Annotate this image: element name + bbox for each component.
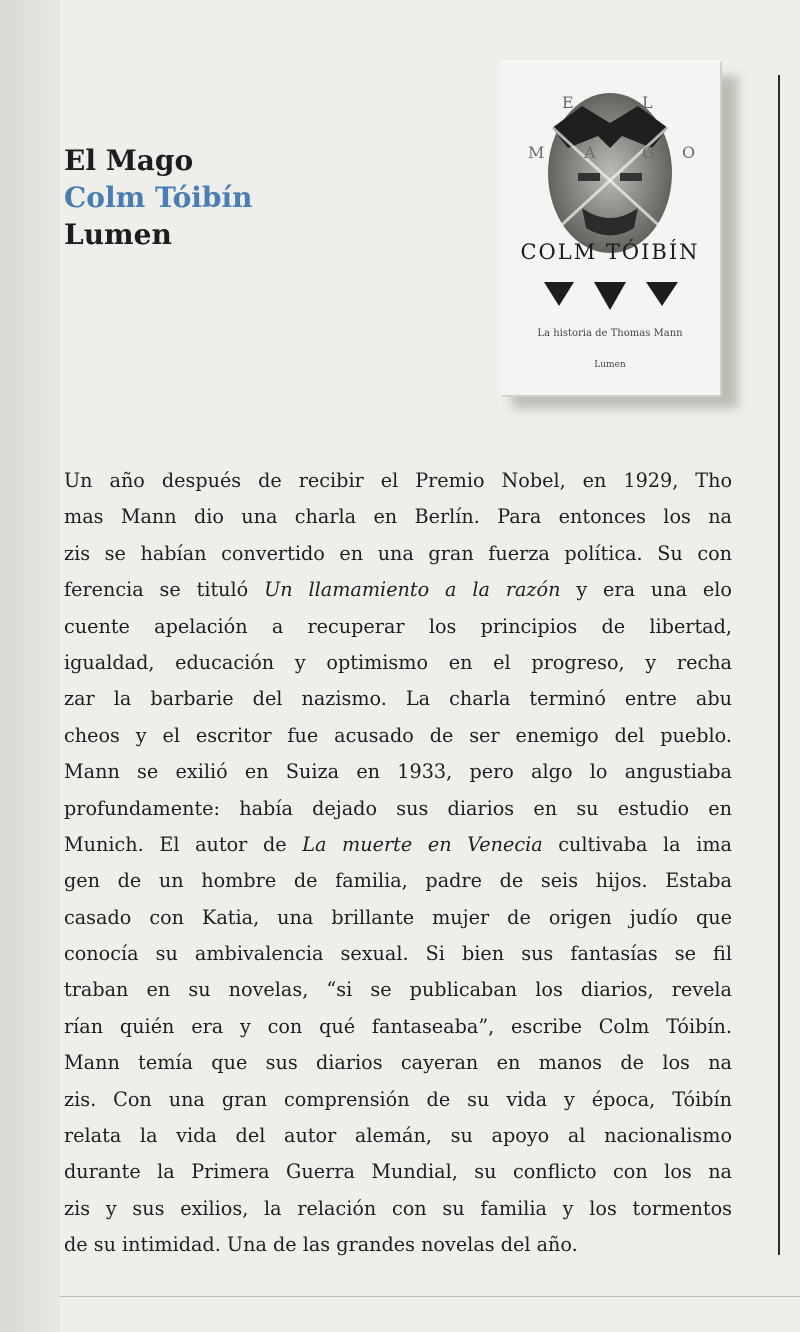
cover-letter-a: A bbox=[584, 143, 596, 162]
paper-edge-shadow bbox=[0, 0, 60, 1332]
review-line bbox=[64, 499, 732, 535]
review-segment: y era una elo bbox=[560, 578, 732, 602]
review-line bbox=[64, 681, 732, 717]
review-segment: profundamente: había dejado sus diarios en su estudio en bbox=[64, 796, 732, 820]
review-segment: zis y sus exilios, la relación con su familia y los tormentos bbox=[64, 1196, 732, 1220]
review-segment: Mann temía que sus diarios cayeran en manos de los na bbox=[64, 1051, 732, 1075]
cover-letter-e: E bbox=[562, 93, 574, 112]
cover-decoration bbox=[522, 280, 698, 320]
review-segment: zis se habían convertido en una gran fuerza política. Su con bbox=[64, 541, 732, 565]
review-segment: zis. Con una gran comprensión de su vida y época, Tóibín bbox=[64, 1087, 732, 1111]
review-line bbox=[64, 900, 732, 936]
book-cover-image bbox=[500, 60, 720, 395]
review-segment: de su intimidad. Una de las grandes novelas del año. bbox=[64, 1233, 578, 1257]
review-segment: relata la vida del autor alemán, su apoyo al nacionalismo bbox=[64, 1124, 732, 1148]
review-segment: cultivaba la ima bbox=[542, 832, 732, 856]
cover-letter-l: L bbox=[642, 93, 653, 112]
review-segment: durante la Primera Guerra Mundial, su conflicto con los na bbox=[64, 1160, 732, 1184]
column-rule bbox=[778, 75, 780, 1255]
review-line bbox=[64, 754, 732, 790]
review-line bbox=[64, 1191, 732, 1227]
review-segment: casado con Katia, una brillante mujer de origen judío que bbox=[64, 905, 732, 929]
cover-subtitle: La historia de Thomas Mann bbox=[537, 328, 683, 339]
book-author: Colm Tóibín bbox=[64, 181, 253, 214]
review-line bbox=[64, 572, 732, 608]
review-line bbox=[64, 972, 732, 1008]
review-line bbox=[64, 718, 732, 754]
review-segment: mas Mann dio una charla en Berlín. Para entonces los na bbox=[64, 505, 732, 529]
review-italic-title: La muerte en Venecia bbox=[302, 832, 543, 856]
cover-letter-o: O bbox=[682, 143, 696, 162]
book-publisher: Lumen bbox=[64, 218, 172, 251]
review-line bbox=[64, 791, 732, 827]
book-info bbox=[64, 142, 252, 253]
review-line bbox=[64, 1154, 732, 1190]
review-text bbox=[64, 463, 732, 1264]
review-line bbox=[64, 863, 732, 899]
review-line bbox=[64, 1045, 732, 1081]
review-italic-title: Un llamamiento a la razón bbox=[264, 578, 561, 602]
review-line bbox=[64, 827, 732, 863]
review-line bbox=[64, 1227, 732, 1263]
review-line bbox=[64, 936, 732, 972]
cover-imprint: Lumen bbox=[594, 360, 626, 370]
review-segment: Un año después de recibir el Premio Nobel, en 1929, Tho bbox=[64, 469, 732, 492]
review-line bbox=[64, 645, 732, 681]
review-segment: rían quién era y con qué fantaseaba”, escribe Colm Tóibín. bbox=[64, 1014, 732, 1038]
review-line bbox=[64, 536, 732, 572]
review-segment: zar la barbarie del nazismo. La charla terminó entre abu bbox=[64, 687, 732, 711]
review-line bbox=[64, 463, 732, 499]
bottom-rule bbox=[60, 1296, 800, 1297]
review-line bbox=[64, 609, 732, 645]
cover-letter-g: G bbox=[642, 143, 655, 162]
review-segment: gen de un hombre de familia, padre de seis hijos. Estaba bbox=[64, 869, 732, 893]
review-segment: ferencia se tituló bbox=[64, 578, 265, 602]
review-segment: Mann se exilió en Suiza en 1933, pero algo lo angustiaba bbox=[64, 760, 732, 784]
review-segment: igualdad, educación y optimismo en el progreso, y recha bbox=[64, 650, 732, 674]
review-segment: Munich. El autor de bbox=[64, 832, 303, 856]
review-segment: cuente apelación a recuperar los principios de libertad, bbox=[64, 614, 732, 638]
review-line bbox=[64, 1009, 732, 1045]
cover-letter-m: M bbox=[528, 143, 545, 162]
review-line bbox=[64, 1118, 732, 1154]
book-title: El Mago bbox=[64, 144, 194, 177]
review-segment: conocía su ambivalencia sexual. Si bien sus fantasías se fil bbox=[64, 942, 732, 966]
review-segment: cheos y el escritor fue acusado de ser enemigo del pueblo. bbox=[64, 723, 732, 747]
review-line bbox=[64, 1082, 732, 1118]
review-segment: traban en su novelas, “si se publicaban los diarios, revela bbox=[64, 978, 732, 1002]
cover-author: COLM TÓIBÍN bbox=[520, 240, 700, 264]
